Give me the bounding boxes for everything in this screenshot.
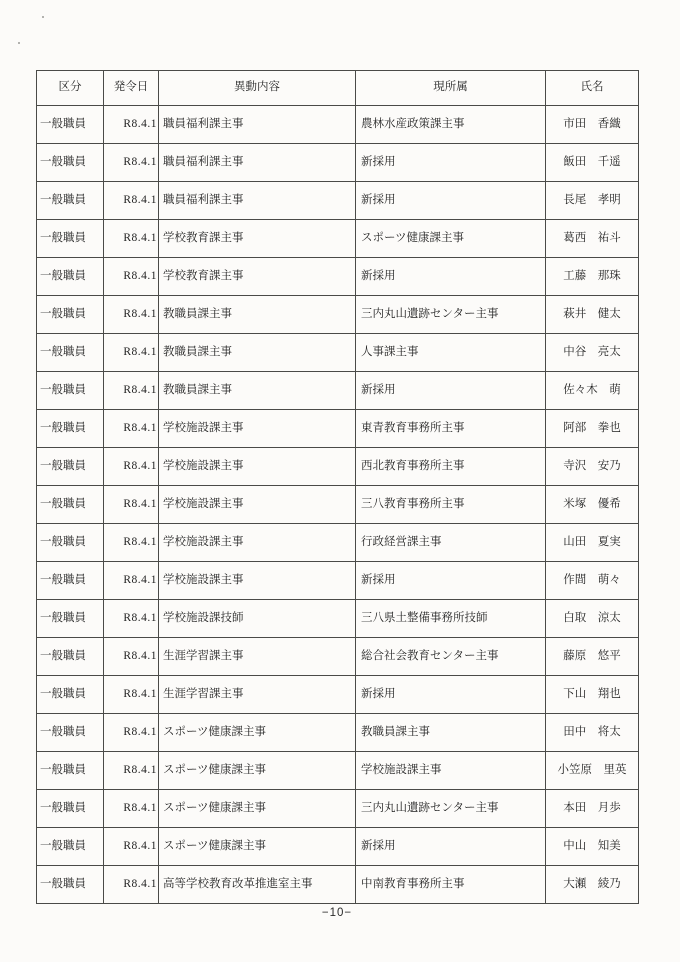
cell-name: 米塚 優希: [546, 486, 639, 524]
cell-current-affiliation: 新採用: [356, 258, 546, 296]
cell-new-position: 教職員課主事: [159, 296, 356, 334]
cell-new-position: 学校施設課主事: [159, 486, 356, 524]
cell-category: 一般職員: [37, 790, 104, 828]
cell-name: 中谷 亮太: [546, 334, 639, 372]
cell-new-position: 高等学校教育改革推進室主事: [159, 866, 356, 904]
cell-current-affiliation: 総合社会教育センター主事: [356, 638, 546, 676]
cell-category: 一般職員: [37, 524, 104, 562]
cell-current-affiliation: 教職員課主事: [356, 714, 546, 752]
cell-category: 一般職員: [37, 562, 104, 600]
table-row: [37, 524, 639, 562]
cell-category: 一般職員: [37, 676, 104, 714]
cell-new-position: 学校教育課主事: [159, 258, 356, 296]
table-body: [37, 106, 639, 904]
cell-new-position: 職員福利課主事: [159, 106, 356, 144]
cell-name: 長尾 孝明: [546, 182, 639, 220]
cell-new-position: 学校施設課主事: [159, 448, 356, 486]
cell-name: 山田 夏実: [546, 524, 639, 562]
cell-category: 一般職員: [37, 448, 104, 486]
cell-date: R8.4.1: [104, 144, 159, 182]
cell-name: 阿部 拳也: [546, 410, 639, 448]
cell-date: R8.4.1: [104, 600, 159, 638]
cell-current-affiliation: 東青教育事務所主事: [356, 410, 546, 448]
table-row: [37, 600, 639, 638]
scan-artifact-dot: [18, 42, 20, 44]
table-row: [37, 486, 639, 524]
cell-category: 一般職員: [37, 296, 104, 334]
table-row: [37, 448, 639, 486]
table-row: [37, 866, 639, 904]
table-row: [37, 790, 639, 828]
cell-category: 一般職員: [37, 828, 104, 866]
cell-name: 小笠原 里英: [546, 752, 639, 790]
table-row: [37, 714, 639, 752]
cell-current-affiliation: 三八教育事務所主事: [356, 486, 546, 524]
cell-current-affiliation: 新採用: [356, 562, 546, 600]
cell-current-affiliation: 新採用: [356, 144, 546, 182]
cell-current-affiliation: 三内丸山遺跡センター主事: [356, 296, 546, 334]
cell-new-position: 学校教育課主事: [159, 220, 356, 258]
cell-date: R8.4.1: [104, 182, 159, 220]
cell-date: R8.4.1: [104, 562, 159, 600]
cell-name: 佐々木 萌: [546, 372, 639, 410]
cell-date: R8.4.1: [104, 676, 159, 714]
cell-name: 飯田 千遥: [546, 144, 639, 182]
cell-new-position: 職員福利課主事: [159, 144, 356, 182]
table-row: [37, 106, 639, 144]
cell-new-position: スポーツ健康課主事: [159, 828, 356, 866]
cell-name: 作間 萌々: [546, 562, 639, 600]
cell-date: R8.4.1: [104, 334, 159, 372]
cell-date: R8.4.1: [104, 752, 159, 790]
cell-name: 田中 将太: [546, 714, 639, 752]
cell-name: 白取 涼太: [546, 600, 639, 638]
table-row: [37, 144, 639, 182]
cell-name: 工藤 那珠: [546, 258, 639, 296]
cell-name: 大瀬 綾乃: [546, 866, 639, 904]
cell-current-affiliation: 新採用: [356, 828, 546, 866]
cell-category: 一般職員: [37, 410, 104, 448]
cell-date: R8.4.1: [104, 828, 159, 866]
cell-current-affiliation: 西北教育事務所主事: [356, 448, 546, 486]
cell-date: R8.4.1: [104, 296, 159, 334]
cell-new-position: 学校施設課主事: [159, 562, 356, 600]
cell-date: R8.4.1: [104, 106, 159, 144]
table-row: [37, 296, 639, 334]
cell-current-affiliation: 新採用: [356, 182, 546, 220]
cell-category: 一般職員: [37, 752, 104, 790]
table-header-row: [37, 71, 639, 106]
cell-new-position: スポーツ健康課主事: [159, 790, 356, 828]
cell-date: R8.4.1: [104, 372, 159, 410]
cell-new-position: 教職員課主事: [159, 334, 356, 372]
table-row: [37, 410, 639, 448]
cell-current-affiliation: 行政経営課主事: [356, 524, 546, 562]
table-row: [37, 752, 639, 790]
column-header-category: 区分: [37, 71, 104, 106]
cell-name: 市田 香織: [546, 106, 639, 144]
cell-category: 一般職員: [37, 220, 104, 258]
cell-name: 葛西 祐斗: [546, 220, 639, 258]
cell-new-position: 学校施設課主事: [159, 524, 356, 562]
cell-name: 本田 月歩: [546, 790, 639, 828]
cell-new-position: 生涯学習課主事: [159, 638, 356, 676]
cell-new-position: 生涯学習課主事: [159, 676, 356, 714]
cell-date: R8.4.1: [104, 524, 159, 562]
scan-artifact-dot: [42, 16, 44, 18]
page-number: −10−: [321, 907, 353, 919]
cell-category: 一般職員: [37, 600, 104, 638]
cell-name: 寺沢 安乃: [546, 448, 639, 486]
cell-new-position: 学校施設課技師: [159, 600, 356, 638]
cell-date: R8.4.1: [104, 486, 159, 524]
cell-category: 一般職員: [37, 638, 104, 676]
cell-new-position: 学校施設課主事: [159, 410, 356, 448]
table-row: [37, 562, 639, 600]
table-row: [37, 828, 639, 866]
cell-name: 萩井 健太: [546, 296, 639, 334]
cell-date: R8.4.1: [104, 790, 159, 828]
cell-current-affiliation: 三内丸山遺跡センター主事: [356, 790, 546, 828]
cell-current-affiliation: 学校施設課主事: [356, 752, 546, 790]
cell-new-position: スポーツ健康課主事: [159, 752, 356, 790]
cell-date: R8.4.1: [104, 714, 159, 752]
table-row: [37, 372, 639, 410]
cell-current-affiliation: スポーツ健康課主事: [356, 220, 546, 258]
cell-current-affiliation: 農林水産政策課主事: [356, 106, 546, 144]
cell-date: R8.4.1: [104, 258, 159, 296]
cell-date: R8.4.1: [104, 220, 159, 258]
cell-new-position: スポーツ健康課主事: [159, 714, 356, 752]
table-row: [37, 258, 639, 296]
cell-name: 藤原 悠平: [546, 638, 639, 676]
column-header-name: 氏名: [546, 71, 639, 106]
cell-category: 一般職員: [37, 334, 104, 372]
table-row: [37, 334, 639, 372]
cell-category: 一般職員: [37, 372, 104, 410]
cell-current-affiliation: 新採用: [356, 676, 546, 714]
cell-current-affiliation: 新採用: [356, 372, 546, 410]
cell-current-affiliation: 中南教育事務所主事: [356, 866, 546, 904]
cell-date: R8.4.1: [104, 410, 159, 448]
cell-current-affiliation: 人事課主事: [356, 334, 546, 372]
table-row: [37, 182, 639, 220]
table-row: [37, 220, 639, 258]
table-row: [37, 638, 639, 676]
cell-category: 一般職員: [37, 714, 104, 752]
cell-new-position: 教職員課主事: [159, 372, 356, 410]
cell-category: 一般職員: [37, 258, 104, 296]
cell-name: 中山 知美: [546, 828, 639, 866]
personnel-transfer-table: [36, 70, 639, 904]
cell-category: 一般職員: [37, 182, 104, 220]
cell-date: R8.4.1: [104, 866, 159, 904]
cell-category: 一般職員: [37, 106, 104, 144]
table-row: [37, 676, 639, 714]
cell-date: R8.4.1: [104, 448, 159, 486]
cell-current-affiliation: 三八県土整備事務所技師: [356, 600, 546, 638]
cell-name: 下山 翔也: [546, 676, 639, 714]
column-header-current-affiliation: 現所属: [356, 71, 546, 106]
cell-category: 一般職員: [37, 866, 104, 904]
cell-new-position: 職員福利課主事: [159, 182, 356, 220]
column-header-date: 発令日: [104, 71, 159, 106]
cell-category: 一般職員: [37, 144, 104, 182]
cell-date: R8.4.1: [104, 638, 159, 676]
column-header-new-position: 異動内容: [159, 71, 356, 106]
cell-category: 一般職員: [37, 486, 104, 524]
